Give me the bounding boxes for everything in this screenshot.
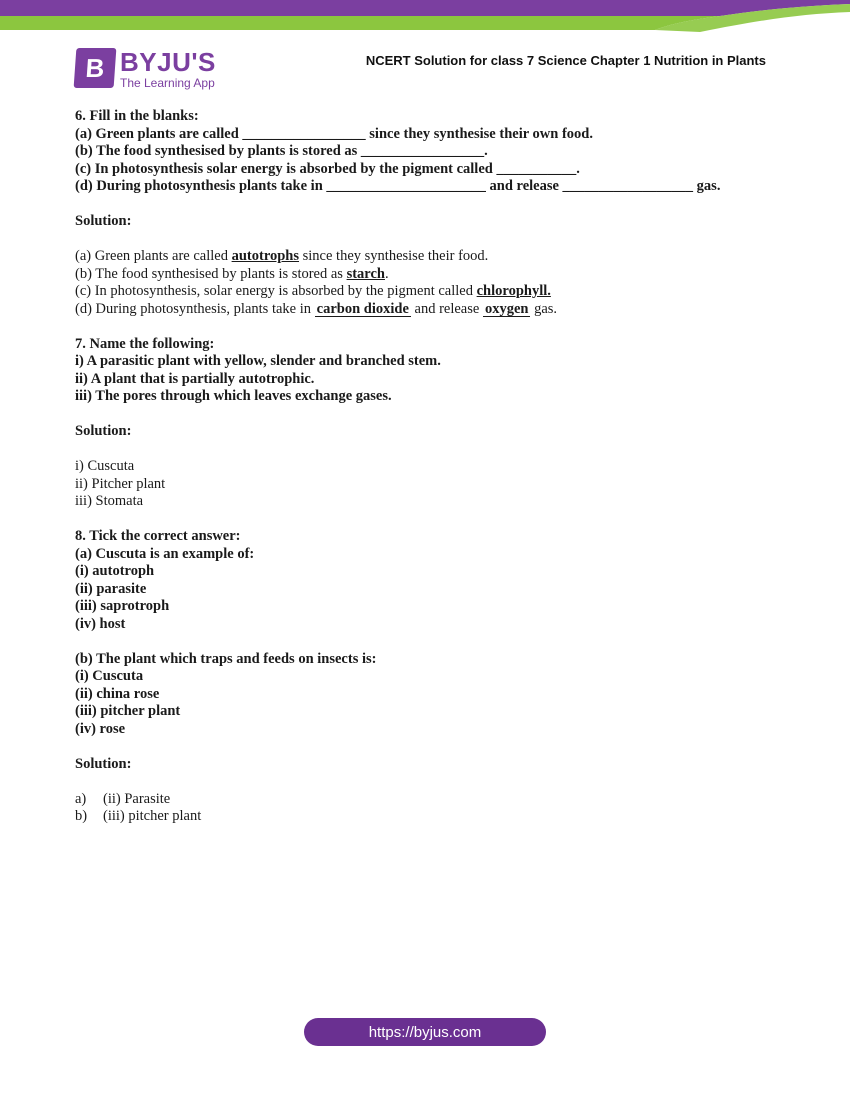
q7-answer-iii: iii) Stomata: [75, 493, 144, 509]
q8b-option-ii: (ii) china rose: [75, 685, 160, 702]
q8-solution-label: Solution:: [75, 755, 132, 772]
page-title: NCERT Solution for class 7 Science Chapter 1 Nutrition in Plants: [365, 53, 766, 68]
q8-answer-b: b) (iii) pitcher plant: [75, 808, 202, 824]
q6-answer-d: (d) During photosynthesis, plants take in carbon dioxide and release oxygen gas.: [75, 300, 558, 317]
q6-answer-c: (c) In photosynthesis, solar energy is absorbed by the pigment called chlorophyll.: [75, 283, 551, 299]
q8b-option-iv: (iv) rose: [75, 720, 126, 737]
q7-answer-ii: ii) Pitcher plant: [75, 475, 166, 492]
answer-autotrophs: autotrophs: [231, 248, 300, 264]
q8b-option-iii: (iii) pitcher plant: [75, 703, 181, 719]
q7-solution-label: Solution:: [75, 423, 132, 439]
byjus-logo[interactable]: [75, 48, 216, 89]
answer-chlorophyll: chlorophyll.: [476, 283, 551, 299]
logo-mark: B: [74, 48, 117, 88]
q8a-option-ii: (ii) parasite: [75, 580, 147, 597]
q8b-option-i: (i) Cuscuta: [75, 668, 144, 684]
q7-line-ii: ii) A plant that is partially autotrophic.: [75, 370, 315, 387]
q8a-option-iv: (iv) host: [75, 615, 126, 632]
q8-heading: 8. Tick the correct answer:: [75, 528, 241, 544]
logo-name: BYJU'S: [120, 47, 216, 77]
q8a-option-iii: (iii) saprotroph: [75, 598, 170, 614]
q7-answer-i: i) Cuscuta: [75, 458, 135, 474]
q8a-option-i: (i) autotroph: [75, 563, 155, 579]
logo-tagline: The Learning App: [120, 76, 215, 90]
footer-url-link[interactable]: https://byjus.com: [304, 1018, 546, 1046]
q6-heading: 6. Fill in the blanks:: [75, 108, 199, 124]
answer-starch: starch: [346, 265, 385, 282]
answer-carbon-dioxide: carbon dioxide: [316, 300, 409, 317]
q7-line-i: i) A parasitic plant with yellow, slender and branched stem.: [75, 353, 441, 369]
q6-answer-b: (b) The food synthesised by plants is stored as starch.: [75, 265, 389, 282]
document-body: [75, 108, 775, 826]
q6-line-b: (b) The food synthesised by plants is stored as _________________.: [75, 143, 488, 159]
q6-line-a: (a) Green plants are called _________________ since they synthesise their own food.: [75, 125, 593, 142]
q6-line-d: (d) During photosynthesis plants take in ______________________ and release __________________ gas.: [75, 178, 721, 194]
answer-oxygen: oxygen: [484, 300, 529, 317]
q6-line-c: (c) In photosynthesis solar energy is absorbed by the pigment called ___________.: [75, 160, 580, 177]
q7-heading: 7. Name the following:: [75, 335, 215, 352]
q6-solution-label: Solution:: [75, 213, 132, 229]
q7-line-iii: iii) The pores through which leaves exchange gases.: [75, 388, 392, 404]
q8a-question: (a) Cuscuta is an example of:: [75, 545, 255, 562]
q8-answer-a: a) (ii) Parasite: [75, 790, 171, 807]
q6-answer-a: (a) Green plants are called autotrophs since they synthesise their food.: [75, 248, 489, 264]
header-color-band: [0, 0, 850, 32]
q8b-question: (b) The plant which traps and feeds on insects is:: [75, 650, 377, 667]
